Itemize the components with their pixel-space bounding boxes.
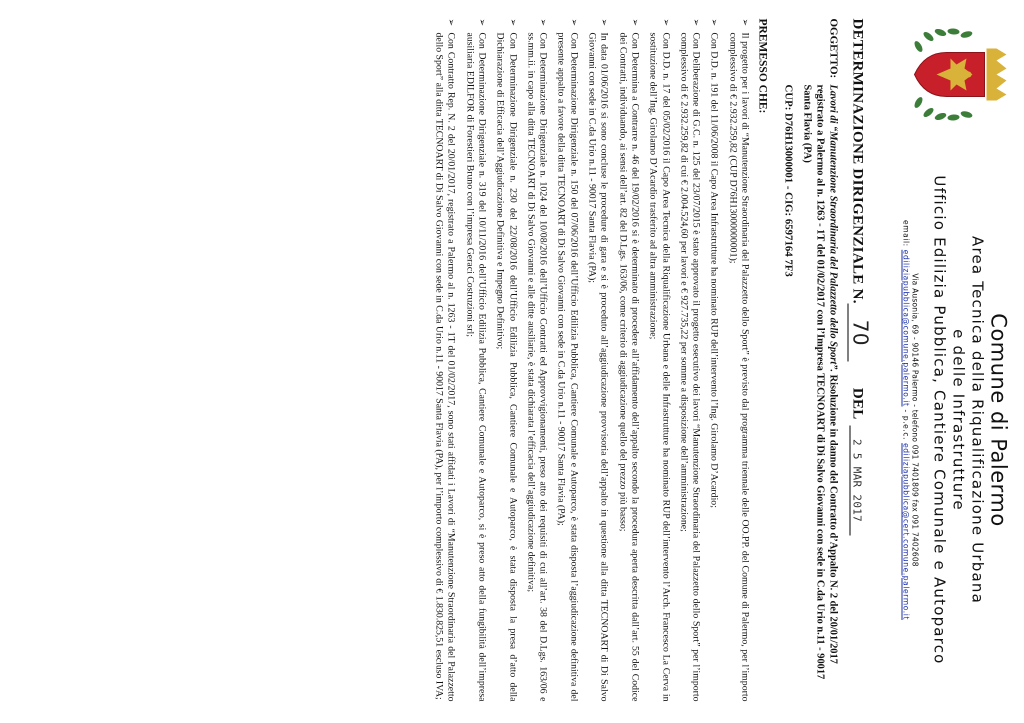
premise-text: Con Contratto Rep. N. 2 del 20/01/2017, registrato a Palermo al n. 1263 - 1T del 01/02/2017, sono stati affidati i Lavori di “Manutenzione Straordinaria del Palazzetto dello Sport” alla ditta TECNOART di Di Salvo Giovanni con sede in C.da Urio n.11 - 90017 Santa Flavia (PA), per l’importo complessivo di € 1.830.825,51 escluso IVA; xyxy=(433,32,457,701)
arrow-bullet-icon: ➢ xyxy=(506,18,517,26)
arrow-bullet-icon: ➢ xyxy=(690,18,701,26)
cup-cig-codes: CUP: D76H13000001 - CIG: 6597164 7F3 xyxy=(782,84,794,277)
premise-item xyxy=(725,18,750,701)
premise-text: Con Determinazione Dirigenziale n. 150 del 07/06/2016 dell’Ufficio Edilizia Pubblica, Cantiere Comunale e Autoparco, è stata disposta l’aggiudicazione definitiva del presente appalto a favore della ditta TECNOART di Di Salvo Giovanni con sede in C.da Urio n.11 - 90017 Santa Flavia (PA); xyxy=(555,32,579,701)
office-name: Ufficio Edilizia Pubblica, Cantiere Comunale e Autoparco xyxy=(930,174,948,665)
city-name: Comune di Palermo xyxy=(986,312,1010,527)
letterhead-text xyxy=(901,138,1014,701)
premise-text: Con D.D. n. 191 del 11/06/2008 il Capo Area Infrastrutture ha nominato RUP dell’intervento l’Ing. Girolamo D’Acardio; xyxy=(708,32,720,508)
email-link[interactable]: ediliziapubblica@comune.palermo.it xyxy=(901,249,910,407)
premise-item xyxy=(707,18,719,701)
arrow-bullet-icon: ➢ xyxy=(708,18,719,26)
premise-text: Con Determina a Contrarre n. 46 del 19/02/2016 si è determinato di procedere all’affidamento dell’appalto secondo la procedura aperta descritta dall’art. 55 del Codice dei Contratti, individuando, ai sensi dell’art. 82 del D.Lgs. 163/06, come criterio di aggiudicazione quello del prezzo più basso; xyxy=(616,32,640,701)
pec-link[interactable]: ediliziapubblica@cert.comune.palermo.it xyxy=(901,442,910,620)
arrow-bullet-icon: ➢ xyxy=(537,18,548,26)
premise-item xyxy=(493,18,518,701)
subject-block xyxy=(800,18,839,701)
arrow-bullet-icon: ➢ xyxy=(475,18,486,26)
date-label: DEL xyxy=(849,387,865,420)
area-name: Area Tecnica della Riqualificazione Urbana xyxy=(968,235,986,604)
premises-list xyxy=(432,18,750,701)
premise-text: In data 01/06/2016 si sono concluse le procedure di gara e si è proceduto all’aggiudicazione provvisoria dell’appalto in questione alla ditta TECNOART di Di Salvo Giovanni con sede in C.da Urio n.11 - 90017 Santa Flavia (PA); xyxy=(586,32,610,701)
email-label: email: xyxy=(901,219,910,250)
area-name-continued: e delle Infrastrutture xyxy=(949,328,967,511)
letterhead xyxy=(874,18,1014,701)
determination-title xyxy=(847,18,872,701)
office-contacts xyxy=(901,138,910,701)
subject-works-title: Lavori di “Manutenzione Straordinaria del Palazzetto dello Sport”. xyxy=(827,84,838,372)
premise-item xyxy=(432,18,457,701)
city-crest-icon xyxy=(900,18,1008,130)
premise-item xyxy=(554,18,579,701)
arrow-bullet-icon: ➢ xyxy=(567,18,578,26)
premises-heading: PREMESSO CHE: xyxy=(756,18,768,113)
arrow-bullet-icon: ➢ xyxy=(628,18,639,26)
premise-item xyxy=(585,18,610,701)
premise-text: Con Determinazione Dirigenziale n. 319 del 10/11/2016 dell’Ufficio Edilizia Pubblica, Cantiere Comunale e Autoparco, si è preso atto della fungibilità dell’impresa ausiliaria EDILFOR di Forestieri Bruno con l’impresa Geraci Costruzioni srl; xyxy=(463,32,487,701)
arrow-bullet-icon: ➢ xyxy=(659,18,670,26)
premise-item xyxy=(615,18,640,701)
subject-text xyxy=(800,84,839,701)
arrow-bullet-icon: ➢ xyxy=(445,18,456,26)
arrow-bullet-icon: ➢ xyxy=(598,18,609,26)
premise-text: Con Deliberazione di G.C. n. 125 del 23/07/2015 è stato approvato il progetto esecutivo dei lavori “Manutenzione Straordinaria del Palazzetto dello Sport” per l’importo complessivo di € 2.932.259,82 di cui € 2.004.524,60 per lavori e € 927.735,22 per somme a disposizione dell’amministrazione; xyxy=(677,32,702,701)
determination-label: DETERMINAZIONE DIRIGENZIALE N. xyxy=(849,18,865,304)
determination-number: 70 xyxy=(847,303,872,361)
subject-label: OGGETTO: xyxy=(827,18,839,78)
premise-text: Con Determinazione Dirigenziale n. 230 del 22/08/2016 dell’Ufficio Edilizia Pubblica, Cantiere Comunale e Autoparco, è stata disposta la presa d’atto della Dichiarazione di Efficacia dell’Aggiudicazione Definitiva e Impegno Definitivo; xyxy=(494,32,518,701)
premise-text: Con Determinazione Dirigenziale n. 1024 del 10/08/2016 dell’Ufficio Contratti ed Approvvigionamenti, preso atto dei requisiti di cui all’art. 38 del D.Lgs. 163/06 e ss.mm.ii. in capo alla ditta TECNOART di Di Salvo Giovanni e alle ditte ausiliarie, è stata dichiarata l’efficacia dell’aggiudicazione definitiva; xyxy=(524,32,549,701)
arrow-bullet-icon: ➢ xyxy=(739,18,749,26)
premise-item xyxy=(462,18,487,701)
premise-item xyxy=(677,18,702,701)
office-address: Via Ausonia, 69 - 90146 Palermo - telefono 091 7401809 fax 091 7402608 xyxy=(910,272,919,567)
premise-item xyxy=(524,18,549,701)
pec-label: - p.e.c. xyxy=(901,406,910,443)
premise-text: Il progetto per i lavori di “Manutenzione Straordinaria del Palazzetto dello Sport” è previsto dal programma triennale delle OO.PP. del Comune di Palermo, per l’importo complessivo di € 2.932.259,82 (CUP D76H13000000001); xyxy=(726,32,750,701)
premise-text: Con D.D. n. 17 del 05/02/2016 il Capo Area Tecnica della Riqualificazione Urbana e delle Infrastrutture ha nominato RUP dell’intervento l’Arch. Francesco La Cerva in sostituzione dell’Ing. Girolamo D’Acardio trasferito ad altra amministrazione; xyxy=(647,32,671,701)
premise-item xyxy=(646,18,671,701)
subject-description: Risoluzione in danno del Contratto d’Appalto N. 2 del 20/01/2017 registrato a Palermo al n. 1263 - 1T del 01/02/2017 con l’Impresa TECNOART di Di Salvo Giovanni con sede in C.da Urio n.11 - 90017 Santa Flavia (PA) xyxy=(801,84,838,679)
determination-date-stamp: 2 5 MAR 2017 xyxy=(849,425,863,535)
